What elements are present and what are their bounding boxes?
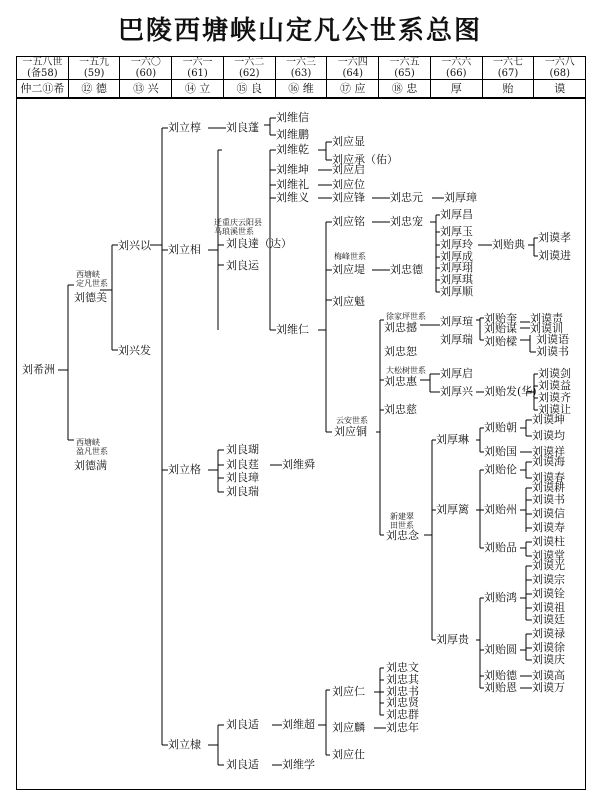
generation-year: 一六二 [234, 57, 265, 68]
person-mozhuang: 刘谟让 [538, 403, 571, 416]
person-liangzhang: 刘良璋 [226, 471, 259, 484]
person-zhongchong: 刘忠宠 [390, 215, 423, 228]
person-moxiang: 刘谟祥 [532, 445, 565, 458]
person-yidian: 刘贻典 [492, 238, 525, 251]
generation-year: 一六三 [286, 57, 317, 68]
person-yingming: 刘应铭 [332, 215, 365, 228]
person-zhongqun: 刘忠群 [386, 708, 419, 721]
generation-name-cell: ⑮ 良 [223, 80, 275, 97]
generation-header-cell [171, 57, 223, 79]
person-yiguo: 刘贻国 [484, 445, 517, 458]
generation-header-cell [482, 57, 534, 79]
lineage-note: 迁重庆云阳县 马琅溪世系 [214, 218, 262, 236]
person-zhongnian: 刘忠念 [386, 529, 419, 542]
person-moshu2: 刘谟书 [532, 493, 565, 506]
generation-year: 一六〇 [130, 57, 161, 68]
person-yingqi: 刘应启 [332, 163, 365, 176]
person-molu: 刘谟禄 [532, 627, 565, 640]
person-xingfa: 刘兴发 [118, 344, 151, 357]
person-yifa: 刘贻发(华) [484, 385, 537, 398]
person-mogeng: 刘谟耕 [532, 481, 565, 494]
person-motang: 刘谟堂 [532, 549, 565, 562]
person-mogao: 刘谟高 [532, 669, 565, 682]
generation-number: (61) [187, 68, 208, 79]
person-mozong: 刘谟宗 [532, 573, 565, 586]
person-weiren: 刘维仁 [276, 323, 309, 336]
generation-name-cell: ⑬ 兴 [119, 80, 171, 97]
generation-year: 一六一 [182, 57, 213, 68]
person-yimou: 刘贻谋 [484, 322, 517, 335]
person-xizhou: 刘希洲 [22, 363, 55, 376]
person-zhongci: 刘忠慈 [384, 403, 417, 416]
person-moyi: 刘谟益 [538, 379, 571, 392]
person-deman: 刘德满 [74, 459, 107, 472]
lineage-note: 西塘峡 盈凡世系 [76, 438, 108, 456]
generation-header-cell [68, 57, 120, 79]
person-yiyuan: 刘贻圆 [484, 643, 517, 656]
person-yingxian: 刘应显 [332, 135, 365, 148]
person-moqing: 刘谟庆 [532, 653, 565, 666]
generation-header-cell [378, 57, 430, 79]
person-liangshi: 刘良适 [226, 718, 259, 731]
person-yingshi: 刘应仕 [332, 748, 365, 761]
person-houlin: 刘厚琳 [436, 433, 469, 446]
person-weixin: 刘维信 [276, 111, 309, 124]
person-yingti: 刘应堤 [332, 263, 365, 276]
person-weixue: 刘维学 [282, 758, 315, 771]
generation-number: (62) [239, 68, 260, 79]
generation-number: (67) [497, 68, 519, 79]
person-mowan: 刘谟万 [532, 681, 565, 694]
person-mohai: 刘谟海 [532, 455, 565, 468]
person-houzhen: 刘厚贵 [436, 633, 469, 646]
generation-year: 一六五 [389, 57, 420, 68]
generation-number: (68) [549, 68, 570, 79]
generation-name-cell: ⑰ 应 [326, 80, 378, 97]
generation-number: (64) [342, 68, 364, 79]
person-mojian: 刘谟剑 [538, 367, 571, 380]
generation-number: (63) [290, 68, 312, 79]
person-zhongyuan: 刘忠元 [390, 191, 423, 204]
lineage-note: 徐家坪世系 [386, 312, 426, 321]
person-demei: 刘德美 [74, 291, 107, 304]
person-liangting: 刘良莛 [226, 458, 259, 471]
person-yingren: 刘应仁 [332, 685, 365, 698]
generation-name-cell: 谟 [533, 80, 585, 97]
generation-number: (备58) [27, 68, 58, 79]
person-moyun: 刘谟均 [532, 429, 565, 442]
generation-year: 一六八 [544, 57, 575, 68]
person-yingcheng: 刘应承（佑） [332, 153, 398, 166]
person-lidi: 刘立棣 [168, 738, 201, 751]
lineage-note: 新建翠 田世系 [390, 512, 414, 530]
person-liangyun: 刘良运 [226, 259, 259, 272]
person-houshun: 刘厚顺 [440, 285, 473, 298]
person-houcheng: 刘厚成 [440, 250, 473, 263]
person-yinglin: 刘应麟 [332, 721, 365, 734]
person-moquan: 刘谟铨 [532, 587, 565, 600]
person-liangpeng: 刘良蓬 [226, 121, 259, 134]
lineage-note: 云安世系 [336, 416, 368, 425]
person-yingfeng: 刘应锋 [332, 191, 365, 204]
person-houchang: 刘厚昌 [440, 208, 473, 221]
person-zhongwen: 刘忠文 [386, 661, 419, 674]
person-moxiao: 刘谟孝 [538, 231, 571, 244]
person-houduan: 刘厚瑞 [440, 333, 473, 346]
person-mozu: 刘谟祖 [532, 601, 565, 614]
person-moshu: 刘谟书 [536, 345, 569, 358]
generation-number: (59) [83, 68, 105, 79]
person-zhonghan: 刘忠撼 [384, 321, 417, 334]
person-houqi: 刘厚琪 [440, 273, 473, 286]
person-yihong: 刘贻鸿 [484, 591, 517, 604]
generation-name-cell: 厚 [430, 80, 482, 97]
lineage-note: 梅峰世系 [334, 252, 366, 261]
generation-year: 一六四 [337, 57, 368, 68]
person-yijin: 刘贻奎 [484, 312, 517, 325]
person-lixiang: 刘立相 [168, 243, 201, 256]
generation-header-cell [17, 57, 68, 79]
generation-header-cell [119, 57, 171, 79]
generation-name-cell: 贻 [482, 80, 534, 97]
generation-number: (60) [135, 68, 157, 79]
person-houxuan: 刘厚瑄 [440, 315, 473, 328]
person-moxun: 刘谟训 [530, 322, 563, 335]
person-yingwei: 刘应位 [332, 178, 365, 191]
person-houyu: 刘厚玉 [440, 225, 473, 238]
person-weipeng: 刘维鹏 [276, 128, 309, 141]
lineage-note: 西塘峡 定凡世系 [76, 270, 108, 288]
person-zhongnian2: 刘忠年 [386, 721, 419, 734]
person-weishun: 刘维舜 [282, 458, 315, 471]
person-lianghu: 刘良瑚 [226, 443, 259, 456]
person-mozhu: 刘谟柱 [532, 535, 565, 548]
person-liangrui: 刘良瑞 [226, 485, 259, 498]
person-houzhang: 刘厚璋 [444, 191, 477, 204]
person-mochun: 刘谟春 [532, 471, 565, 484]
person-weikun: 刘维坤 [276, 163, 309, 176]
person-zhongxian: 刘忠贤 [386, 696, 419, 709]
generation-header-cell [326, 57, 378, 79]
person-weili: 刘维礼 [276, 178, 309, 191]
person-weiqian: 刘维乾 [276, 143, 309, 156]
generation-name-cell: ⑯ 维 [275, 80, 327, 97]
page-title: 巴陵西塘峡山定凡公世系总图 [117, 16, 482, 46]
person-yizhou: 刘贻州 [484, 503, 517, 516]
person-moxu: 刘谟徐 [532, 641, 565, 654]
person-lige: 刘立格 [168, 463, 201, 476]
person-yingtong: 刘应铜 [334, 425, 367, 438]
person-mojin: 刘谟进 [538, 249, 571, 262]
generation-name-cell: ⑫ 德 [68, 80, 120, 97]
person-yingkui: 刘应魁 [332, 295, 365, 308]
generation-year: 一六六 [441, 57, 472, 68]
person-yichao: 刘贻朝 [484, 421, 517, 434]
person-yiliang: 刘贻樑 [484, 335, 517, 348]
person-yien: 刘贻恩 [484, 681, 517, 694]
person-houli: 刘厚篱 [436, 503, 469, 516]
person-moyu: 刘谟语 [536, 333, 569, 346]
person-yide: 刘贻德 [484, 669, 517, 682]
generation-year: 一五八世 [22, 57, 63, 68]
person-moting: 刘谟廷 [532, 613, 565, 626]
person-houxing: 刘厚兴 [440, 385, 473, 398]
person-moze: 刘谟责 [530, 312, 563, 325]
person-lijing: 刘立椁 [168, 121, 201, 134]
person-houqi2: 刘厚启 [440, 367, 473, 380]
person-yipin: 刘贻品 [484, 541, 517, 554]
person-weiyi: 刘维义 [276, 191, 309, 204]
person-liangda: 刘良達（达） [226, 237, 292, 250]
person-zhongshu: 刘忠书 [386, 685, 419, 698]
generation-header-cell [275, 57, 327, 79]
person-zhonghui: 刘忠惠 [384, 375, 417, 388]
generation-number: (66) [445, 68, 467, 79]
person-houxu: 刘厚珝 [440, 261, 473, 274]
person-zhongsi: 刘忠恕 [384, 345, 417, 358]
generation-name-cell: ⑱ 忠 [378, 80, 430, 97]
person-moxin: 刘谟信 [532, 507, 565, 520]
person-yilun: 刘贻伦 [484, 463, 517, 476]
person-liangshi2: 刘良适 [226, 758, 259, 771]
generation-year: 一五九 [79, 57, 110, 68]
person-moqi: 刘谟齐 [538, 391, 571, 404]
generation-name-cell: ⑭ 立 [171, 80, 223, 97]
generation-table [16, 56, 586, 98]
person-moshou: 刘谟寿 [532, 521, 565, 534]
person-zhongqi: 刘忠其 [386, 673, 419, 686]
person-xingyi: 刘兴以 [118, 239, 151, 252]
person-weichao: 刘维超 [282, 718, 315, 731]
lineage-note: 大松树世系 [386, 366, 426, 375]
generation-number: (65) [394, 68, 415, 79]
person-moguang: 刘谟光 [532, 559, 565, 572]
generation-header-cell [223, 57, 275, 79]
generation-year: 一六七 [492, 57, 523, 68]
person-houling: 刘厚玲 [440, 238, 473, 251]
person-mokun: 刘谟坤 [532, 413, 565, 426]
generation-header-cell [430, 57, 482, 79]
generation-name-cell: 仲二⑪希 [20, 82, 65, 95]
generation-header-cell [533, 57, 585, 79]
person-zhongde: 刘忠德 [390, 263, 423, 276]
